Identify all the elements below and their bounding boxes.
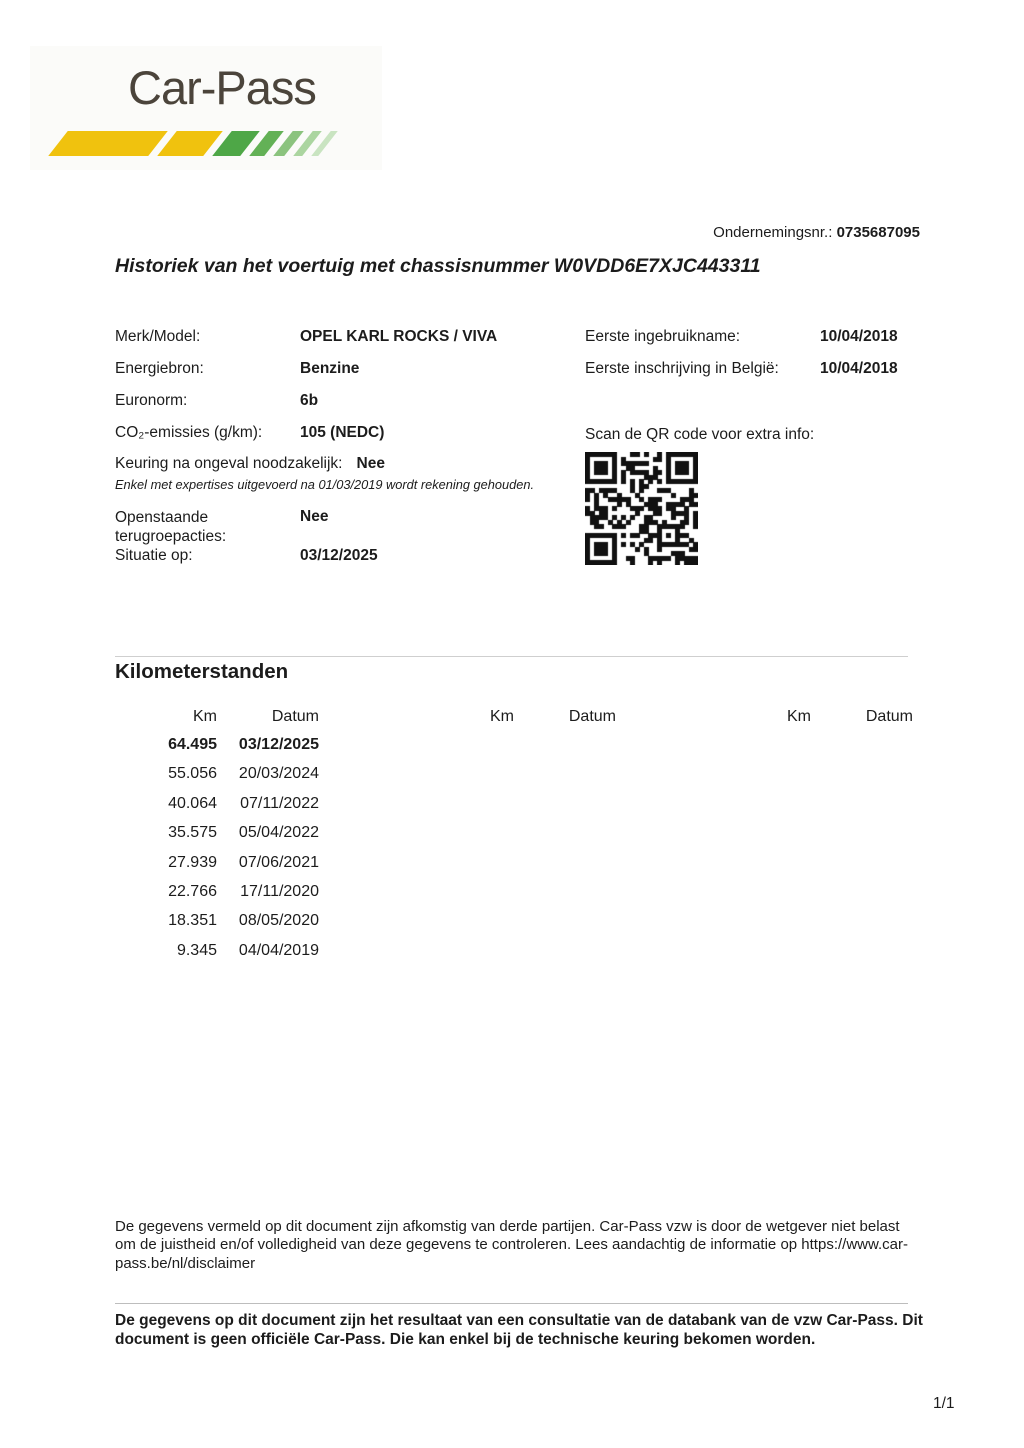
section-divider bbox=[115, 656, 908, 657]
merk-model-value: OPEL KARL ROCKS / VIVA bbox=[300, 328, 498, 345]
recalls-value: Nee bbox=[300, 508, 329, 525]
company-number-label: Ondernemingsnr.: bbox=[713, 224, 833, 241]
odometer-group-1 bbox=[115, 708, 321, 971]
detail-euronorm bbox=[115, 392, 318, 410]
co2-label: CO₂-emissies (g/km): bbox=[115, 424, 263, 441]
company-number bbox=[713, 224, 920, 241]
datum-value: 07/06/2021 bbox=[238, 853, 319, 871]
ingebruikname-value: 10/04/2018 bbox=[820, 328, 898, 345]
detail-co2 bbox=[115, 424, 384, 442]
detail-merk-model bbox=[115, 328, 497, 346]
datum-value: 07/11/2022 bbox=[240, 794, 319, 812]
inschrijving-label: Eerste inschrijving in België: bbox=[585, 360, 779, 377]
table-row bbox=[115, 795, 321, 824]
km-column-header: Km bbox=[787, 708, 811, 725]
km-value: 64.495 bbox=[168, 736, 217, 753]
datum-value: 05/04/2022 bbox=[238, 824, 319, 842]
km-value: 9.345 bbox=[176, 941, 217, 959]
table-row bbox=[115, 824, 321, 853]
km-value: 22.766 bbox=[168, 882, 217, 900]
energiebron-label: Energiebron: bbox=[115, 360, 204, 377]
qr-instruction-label: Scan de QR code voor extra info: bbox=[585, 426, 815, 443]
qr-code-icon bbox=[585, 452, 698, 565]
merk-model-label: Merk/Model: bbox=[115, 328, 201, 345]
table-row bbox=[115, 942, 321, 971]
euronorm-value: 6b bbox=[300, 392, 319, 409]
odometer-group-3 bbox=[709, 708, 915, 736]
disclaimer-text: De gegevens vermeld op dit document zijn afkomstig van derde partijen. Car-Pass vzw is door de wetgever niet belast om de juistheid en/of volledigheid van deze gegevens te controleren. Lees aandachtig de informatie op https://www.car-pass.be/nl/disclaimer bbox=[115, 1218, 908, 1272]
carpass-logo-text: Car-Pass bbox=[128, 61, 316, 114]
page-title: Historiek van het voertuig met chassisnummer W0VDD6E7XJC443311 bbox=[115, 255, 761, 277]
datum-column-header: Datum bbox=[865, 708, 913, 725]
datum-column-header: Datum bbox=[271, 708, 319, 725]
odometer-section-title: Kilometerstanden bbox=[115, 660, 289, 683]
detail-inschrijving bbox=[585, 360, 898, 378]
km-value: 27.939 bbox=[168, 853, 217, 871]
detail-keuring bbox=[115, 455, 385, 473]
page-number: 1/1 bbox=[933, 1395, 955, 1412]
table-row bbox=[115, 765, 321, 794]
situatie-label: Situatie op: bbox=[115, 547, 193, 564]
recalls-label: Openstaande terugroepacties: bbox=[115, 509, 227, 545]
detail-recalls bbox=[115, 508, 329, 546]
datum-value: 03/12/2025 bbox=[238, 736, 319, 753]
km-column-header: Km bbox=[193, 708, 217, 725]
datum-value: 17/11/2020 bbox=[240, 882, 319, 900]
km-value: 40.064 bbox=[168, 794, 217, 812]
co2-value: 105 (NEDC) bbox=[300, 424, 385, 441]
carpass-logo bbox=[30, 46, 382, 170]
table-row bbox=[115, 912, 321, 941]
odometer-group-2 bbox=[412, 708, 618, 736]
energiebron-value: Benzine bbox=[300, 360, 360, 377]
detail-energiebron bbox=[115, 360, 359, 378]
logo-stripe-icon bbox=[48, 131, 168, 156]
datum-column-header: Datum bbox=[568, 708, 616, 725]
km-column-header: Km bbox=[490, 708, 514, 725]
keuring-value: Nee bbox=[356, 455, 385, 472]
ingebruikname-label: Eerste ingebruikname: bbox=[585, 328, 741, 345]
keuring-note: Enkel met expertises uitgevoerd na 01/03/2019 wordt rekening gehouden. bbox=[115, 477, 535, 492]
detail-ingebruikname bbox=[585, 328, 898, 346]
table-row bbox=[115, 736, 321, 765]
company-number-value: 0735687095 bbox=[836, 224, 920, 241]
detail-situatie bbox=[115, 547, 378, 565]
odometer-header bbox=[412, 708, 618, 726]
datum-value: 20/03/2024 bbox=[238, 765, 319, 783]
official-notice-text: De gegevens op dit document zijn het resultaat van een consultatie van de databank van de vzw Car-Pass. Dit document is geen officiële Car-Pass. Die kan enkel bij de technische keuring bekomen worden. bbox=[115, 1312, 923, 1348]
euronorm-label: Euronorm: bbox=[115, 392, 188, 409]
table-row bbox=[115, 854, 321, 883]
km-value: 35.575 bbox=[168, 824, 217, 842]
km-value: 18.351 bbox=[168, 912, 217, 930]
datum-value: 08/05/2020 bbox=[238, 912, 319, 930]
footer-divider bbox=[115, 1303, 908, 1304]
table-row bbox=[115, 883, 321, 912]
situatie-value: 03/12/2025 bbox=[300, 547, 378, 564]
datum-value: 04/04/2019 bbox=[238, 941, 319, 959]
inschrijving-value: 10/04/2018 bbox=[820, 360, 898, 377]
odometer-rows bbox=[115, 736, 321, 971]
odometer-header bbox=[709, 708, 915, 726]
carpass-logo-stripes-icon bbox=[58, 131, 328, 156]
km-value: 55.056 bbox=[168, 765, 217, 783]
odometer-header bbox=[115, 708, 321, 726]
logo-stripe-icon bbox=[157, 131, 223, 156]
keuring-label: Keuring na ongeval noodzakelijk: bbox=[115, 455, 343, 472]
